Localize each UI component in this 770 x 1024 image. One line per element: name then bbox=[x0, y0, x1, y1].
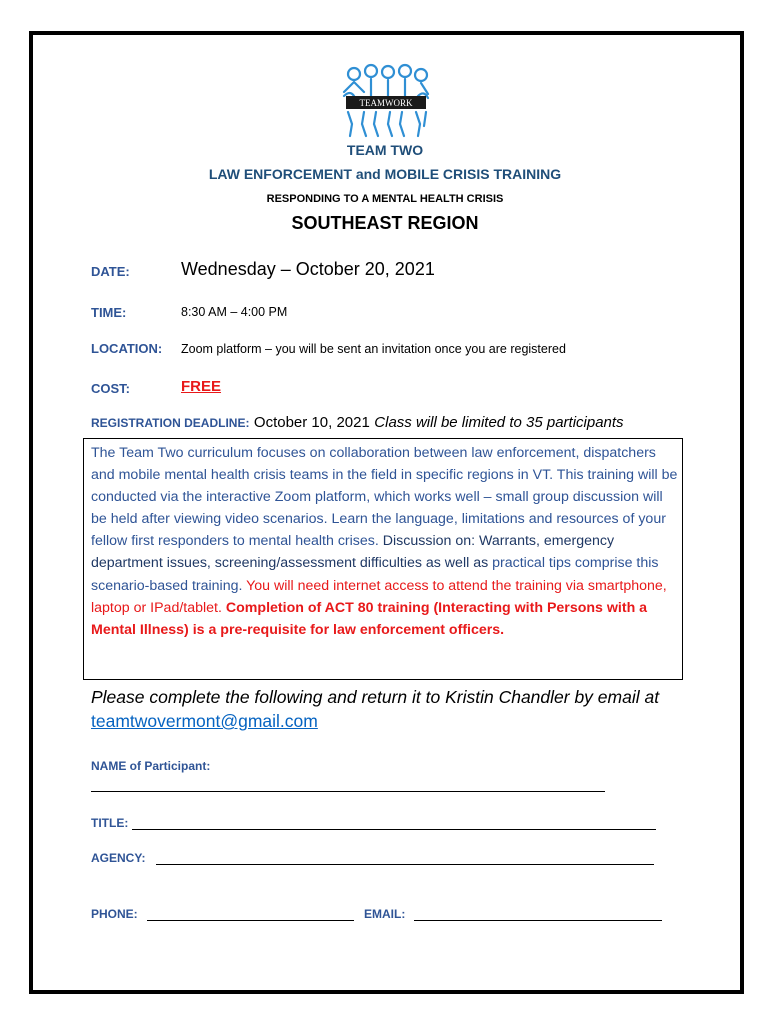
location-value: Zoom platform – you will be sent an invitation once you are registered bbox=[181, 342, 566, 356]
title-field-label: TITLE: bbox=[91, 816, 129, 830]
deadline-date: October 10, 2021 bbox=[253, 414, 370, 431]
participant-limit-note: Class will be limited to 35 participants bbox=[374, 414, 624, 431]
instructions-text: Please complete the following and return it to Kristin Chandler by email at bbox=[91, 687, 660, 707]
practical-tips-text: practical tips comprise this scenario-based training. bbox=[91, 555, 659, 594]
agency-field-label: AGENCY: bbox=[91, 851, 146, 865]
time-value: 8:30 AM – 4:00 PM bbox=[181, 305, 288, 319]
email-field-label: EMAIL: bbox=[364, 907, 406, 921]
internet-access-note: You will need internet access to attend the training via smartphone, laptop or IPad/tablet. bbox=[91, 577, 667, 616]
return-instructions bbox=[91, 685, 691, 733]
name-field-line[interactable] bbox=[91, 791, 605, 792]
cost-label: COST: bbox=[91, 381, 130, 396]
phone-field-label: PHONE: bbox=[91, 907, 138, 921]
region-title: SOUTHEAST REGION bbox=[291, 213, 479, 233]
description-connector: as bbox=[473, 555, 489, 572]
logo-text: TEAMWORK bbox=[359, 98, 413, 108]
team-title: TEAM TWO bbox=[346, 142, 424, 158]
phone-field-line[interactable] bbox=[147, 920, 354, 921]
agency-field-line[interactable] bbox=[156, 864, 654, 865]
training-subtitle: RESPONDING TO A MENTAL HEALTH CRISIS bbox=[266, 193, 504, 205]
cost-value: FREE bbox=[181, 378, 222, 395]
registration-deadline bbox=[91, 414, 624, 432]
discussion-topics: Discussion on: Warrants, emergency department issues, screening/assessment difficulties as well bbox=[91, 533, 615, 572]
email-field-line[interactable] bbox=[414, 920, 662, 921]
deadline-label: REGISTRATION DEADLINE: bbox=[91, 416, 250, 430]
name-field-label: NAME of Participant: bbox=[91, 759, 211, 773]
contact-email-link[interactable]: teamtwovermont@gmail.com bbox=[91, 711, 318, 731]
act80-prerequisite-note: Completion of ACT 80 training (Interacting with Persons with a Mental Illness) is a pre-requisite for law enforcement officers. bbox=[91, 599, 648, 638]
teamwork-people-logo-icon bbox=[340, 62, 432, 140]
title-field-line[interactable] bbox=[132, 829, 656, 830]
location-label: LOCATION: bbox=[91, 341, 163, 356]
time-label: TIME: bbox=[91, 305, 127, 320]
description-text: The Team Two curriculum focuses on collaboration between law enforcement, dispatchers and mobile mental health crisis teams in the field in specific regions in VT. This training will be conducted via the interactive Zoom platform, which works well – small group discussion will be held after viewing video scenarios. Learn the language, limitations and resources of your fellow first responders to mental health crises. bbox=[91, 445, 678, 550]
course-description-box bbox=[83, 438, 683, 680]
date-label: DATE: bbox=[91, 264, 130, 279]
date-value: Wednesday – October 20, 2021 bbox=[181, 259, 435, 279]
training-title: LAW ENFORCEMENT and MOBILE CRISIS TRAINING bbox=[208, 166, 562, 182]
